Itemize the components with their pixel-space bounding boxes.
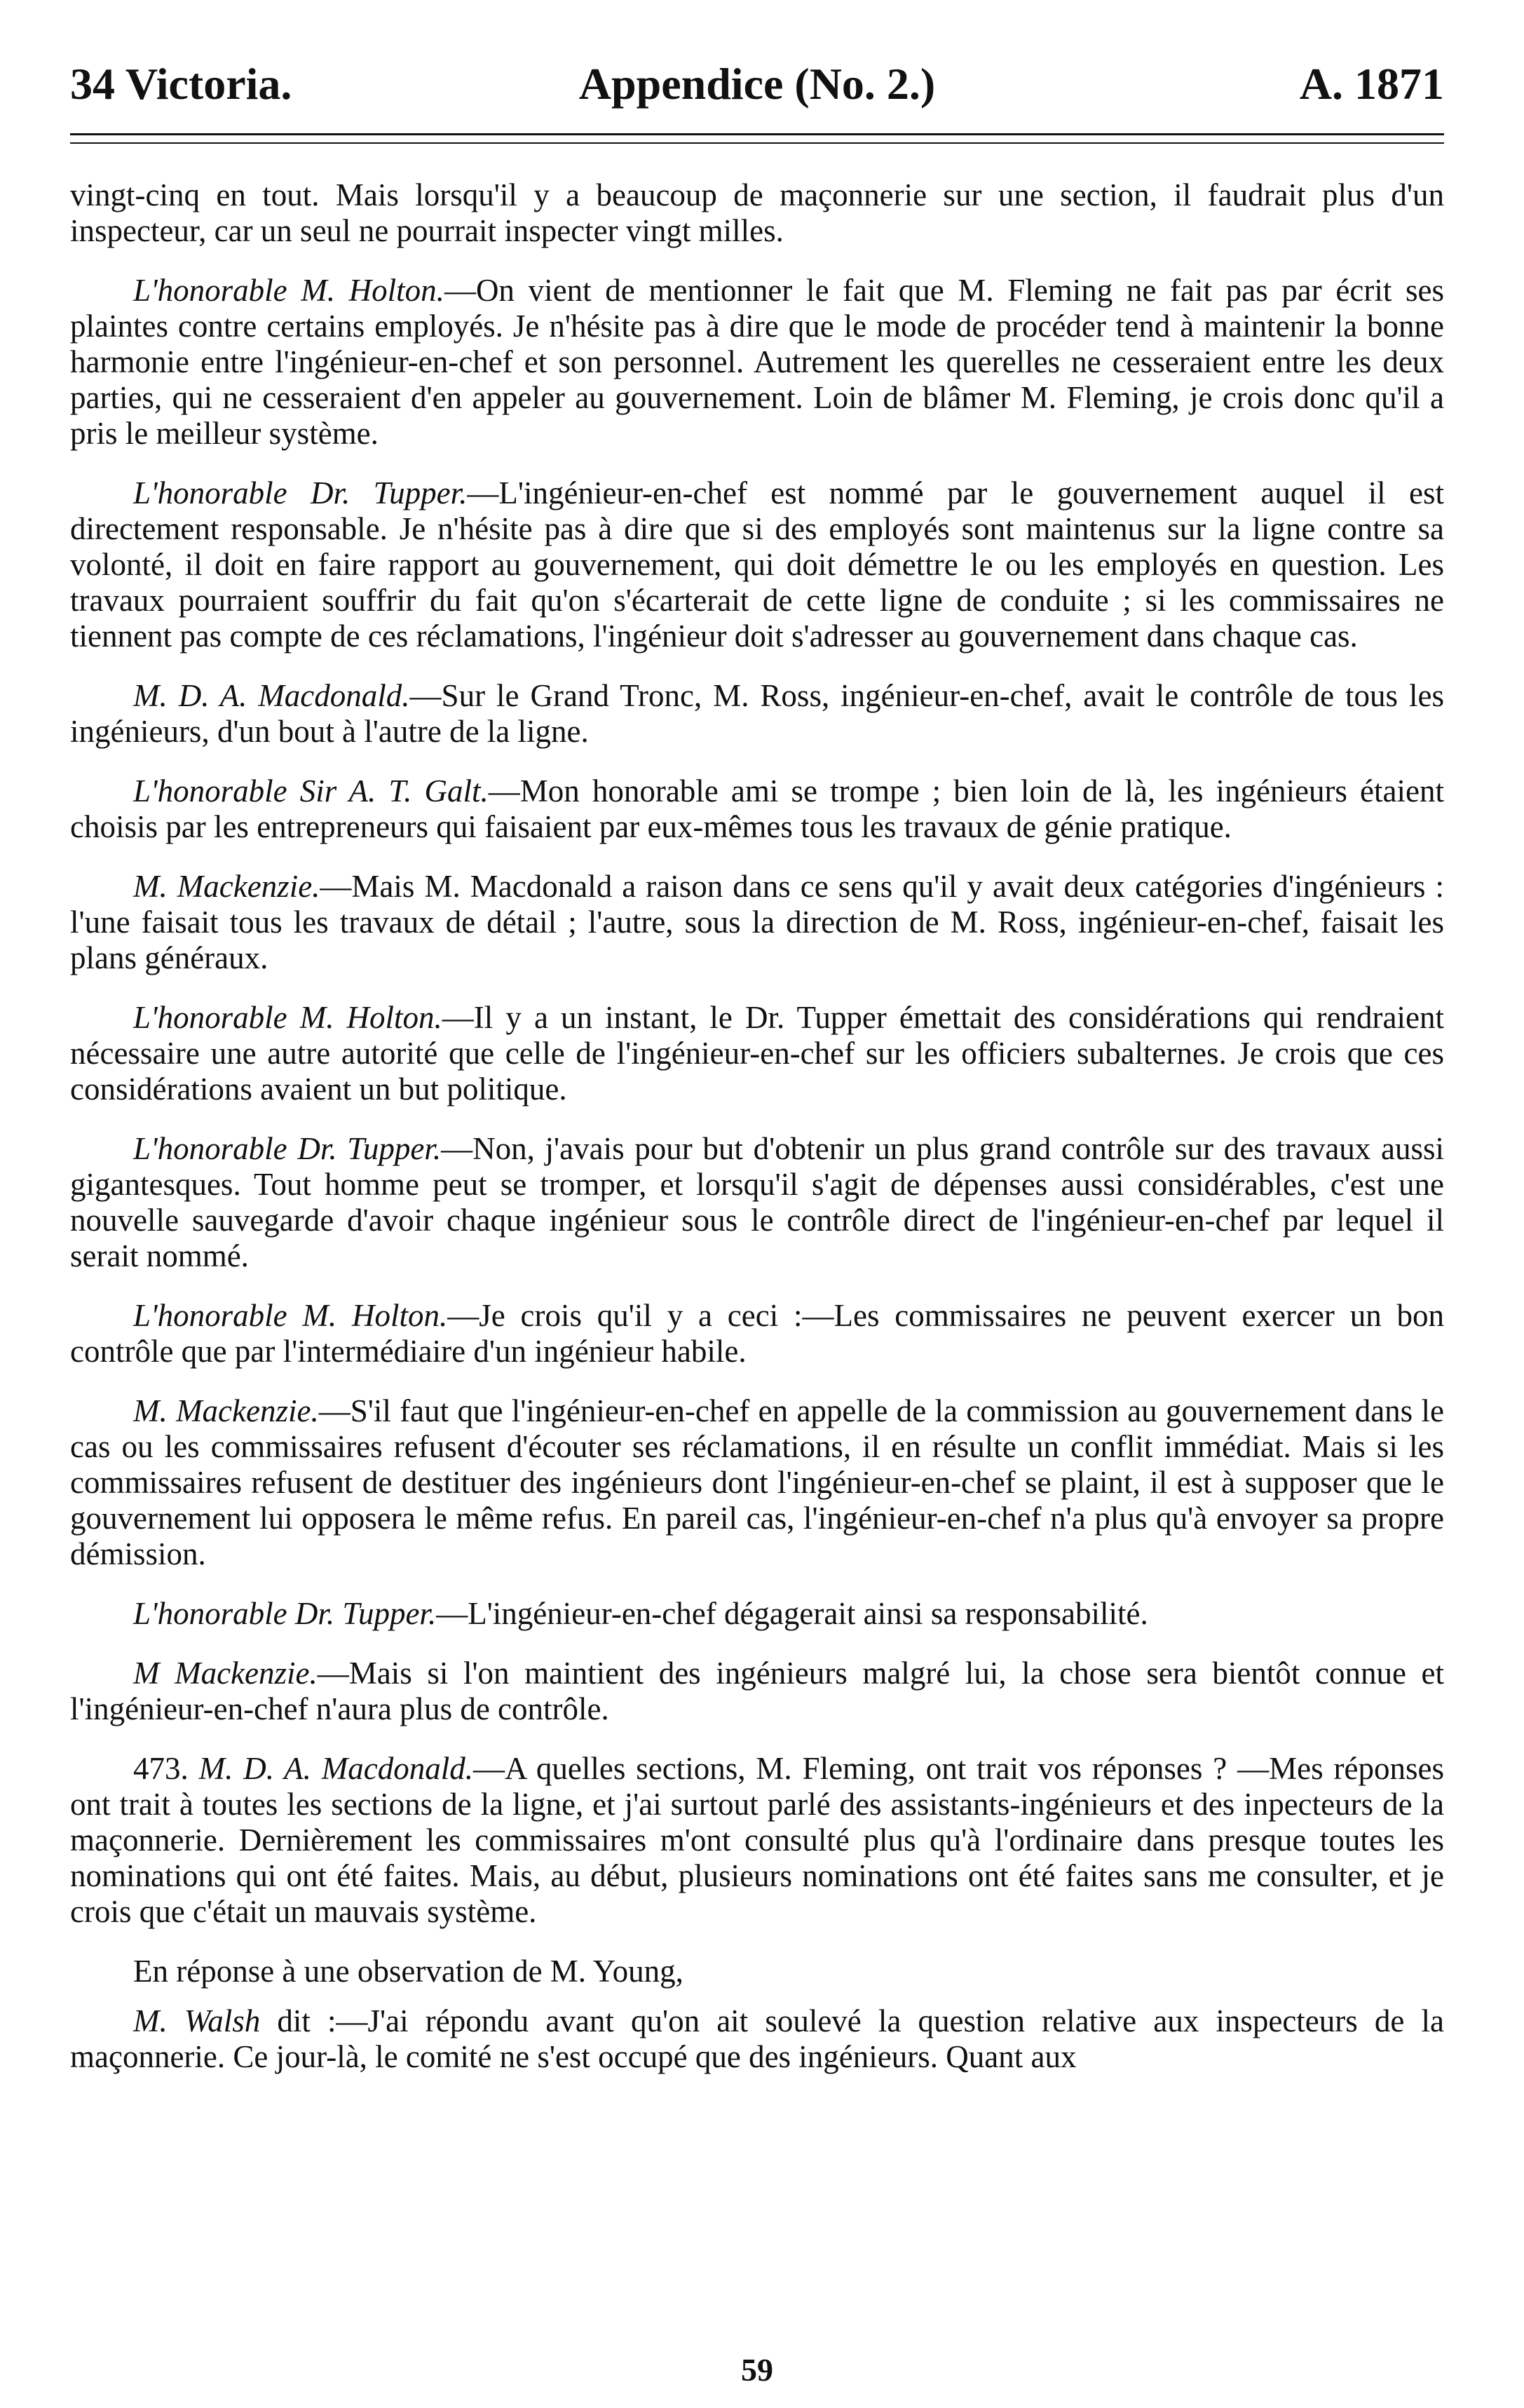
paragraph-5	[70, 869, 1444, 976]
paragraph-5-text: —Mais M. Macdonald a raison dans ce sens qu'il y avait deux catégories d'ingénieurs : l'une faisait tous les travaux de détail ; l'autre, sous la direction de M. Ross, ingénieur-en-chef, faisait les plans généraux.	[70, 869, 1444, 975]
question-number: 473.	[133, 1751, 189, 1786]
page-header	[70, 49, 1444, 119]
paragraph-2-speaker: L'honorable Dr. Tupper.	[133, 475, 468, 510]
page-footer	[70, 2349, 1444, 2391]
paragraph-2	[70, 475, 1444, 654]
paragraph-6	[70, 1000, 1444, 1107]
paragraph-1-text: —On vient de mentionner le fait que M. Fleming ne fait pas par écrit ses plaintes contre certains employés. Je n'hésite pas à dire que le mode de procéder tend à maintenir la bonne harmonie entre l'ingénieur-en-chef et son personnel. Autrement les querelles ne cesseraient entre les deux parties, qui ne cesseraient d'en appeler au gouvernement. Loin de blâmer M. Fleming, je crois donc qu'il a pris le meilleur système.	[70, 273, 1444, 451]
paragraph-0-text: vingt-cinq en tout. Mais lorsqu'il y a beaucoup de maçonnerie sur une section, il faudrait plus d'un inspecteur, car un seul ne pourrait inspecter vingt milles.	[70, 177, 1444, 248]
paragraph-12-text: —A quelles sections, M. Fleming, ont trait vos réponses ? —Mes réponses ont trait à toutes les sections de la ligne, et j'ai surtout parlé des assistants-ingénieurs et des inpecteurs de la maçonnerie. Dernièrement les commissaires m'ont consulté plus qu'à l'ordinaire dans presque toutes les nominations qui ont été faites. Mais, au début, plusieurs nominations ont été faites sans me consulter, et je crois que c'était un mauvais système.	[70, 1751, 1444, 1929]
paragraph-12	[70, 1751, 1444, 1930]
paragraph-0	[70, 177, 1444, 249]
paragraph-14-speaker: M. Walsh	[133, 2003, 261, 2038]
page-number: 59	[741, 2352, 773, 2388]
paragraph-13-text: En réponse à une observation de M. Young,	[133, 1954, 683, 1989]
paragraph-12-speaker: M. D. A. Macdonald.	[198, 1751, 473, 1786]
paragraph-3-text: —Sur le Grand Tronc, M. Ross, ingénieur-en-chef, avait le contrôle de tous les ingénieurs, d'un bout à l'autre de la ligne.	[70, 678, 1445, 749]
paragraph-6-text: —Il y a un instant, le Dr. Tupper émettait des considérations qui rendraient nécessaire une autre autorité que celle de l'ingénieur-en-chef sur les officiers subalternes. Je crois que ces considérations avaient un but politique.	[70, 1000, 1444, 1107]
paragraph-1-speaker: L'honorable M. Holton.	[133, 273, 444, 308]
paragraph-6-speaker: L'honorable M. Holton.	[133, 1000, 442, 1035]
paragraph-14	[70, 2003, 1444, 2075]
paragraph-14-text: dit :—J'ai répondu avant qu'on ait soulevé la question relative aux inspecteurs de la maçonnerie. Ce jour-là, le comité ne s'est occupé que des ingénieurs. Quant aux	[70, 2003, 1444, 2074]
paragraph-8	[70, 1298, 1444, 1369]
paragraph-9	[70, 1393, 1444, 1572]
paragraph-3	[70, 678, 1444, 750]
document-body	[70, 177, 1444, 2075]
header-year: A. 1871	[1299, 59, 1444, 109]
paragraph-10	[70, 1596, 1444, 1632]
paragraph-9-text: —S'il faut que l'ingénieur-en-chef en appelle de la commission au gouvernement dans le cas ou les commissaires refusent d'écouter ses réclamations, il en résulte un conflit immédiat. Mais si les commissaires refusent de destituer des ingénieurs dont l'ingénieur-en-chef se plaint, il est à supposer que le gouvernement lui opposera le même refus. En pareil cas, l'ingénieur-en-chef n'a plus qu'à envoyer sa propre démission.	[70, 1393, 1444, 1571]
paragraph-10-speaker: L'honorable Dr. Tupper.	[133, 1596, 437, 1631]
paragraph-8-text: —Je crois qu'il y a ceci :—Les commissaires ne peuvent exercer un bon contrôle que par l'intermédiaire d'un ingénieur habile.	[70, 1298, 1444, 1369]
paragraph-2-text: —L'ingénieur-en-chef est nommé par le gouvernement auquel il est directement responsable. Je n'hésite pas à dire que si des employés sont maintenus sur la ligne contre sa volonté, il doit en faire rapport au gouvernement, qui doit démettre le ou les employés en question. Les travaux pourraient souffrir du fait qu'on s'écarterait de cette ligne de conduite ; si les commissaires ne tiennent pas compte de ces réclamations, l'ingénieur doit s'adresser au gouvernement dans chaque cas.	[70, 475, 1445, 654]
paragraph-7	[70, 1131, 1444, 1274]
paragraph-3-speaker: M. D. A. Macdonald.	[133, 678, 410, 713]
paragraph-13	[70, 1954, 1444, 1989]
paragraph-4-text: —Mon honorable ami se trompe ; bien loin de là, les ingénieurs étaient choisis par les entrepreneurs qui faisaient par eux-mêmes tous les travaux de génie pratique.	[70, 773, 1444, 844]
paragraph-11-text: —Mais si l'on maintient des ingénieurs malgré lui, la chose sera bientôt connue et l'ingénieur-en-chef n'aura plus de contrôle.	[70, 1656, 1444, 1726]
paragraph-4	[70, 773, 1444, 845]
paragraph-7-text: —Non, j'avais pour but d'obtenir un plus grand contrôle sur des travaux aussi gigantesques. Tout homme peut se tromper, et lorsqu'il s'agit de dépenses aussi considérables, c'est une nouvelle sauvegarde d'avoir chaque ingénieur sous le contrôle direct de l'ingénieur-en-chef par lequel il serait nommé.	[70, 1131, 1444, 1273]
paragraph-10-text: —L'ingénieur-en-chef dégagerait ainsi sa responsabilité.	[436, 1596, 1148, 1631]
paragraph-11-speaker: M Mackenzie.	[133, 1656, 318, 1691]
paragraph-8-speaker: L'honorable M. Holton.	[133, 1298, 448, 1333]
paragraph-7-speaker: L'honorable Dr. Tupper.	[133, 1131, 442, 1166]
paragraph-11	[70, 1656, 1444, 1727]
header-volume: 34 Victoria.	[70, 59, 292, 109]
header-rule	[70, 133, 1444, 144]
header-title: Appendice (No. 2.)	[578, 59, 936, 109]
paragraph-4-speaker: L'honorable Sir A. T. Galt.	[133, 773, 489, 809]
document-page	[70, 49, 1444, 2391]
paragraph-5-speaker: M. Mackenzie.	[133, 869, 320, 904]
paragraph-9-speaker: M. Mackenzie.	[133, 1393, 319, 1428]
paragraph-1	[70, 273, 1444, 452]
